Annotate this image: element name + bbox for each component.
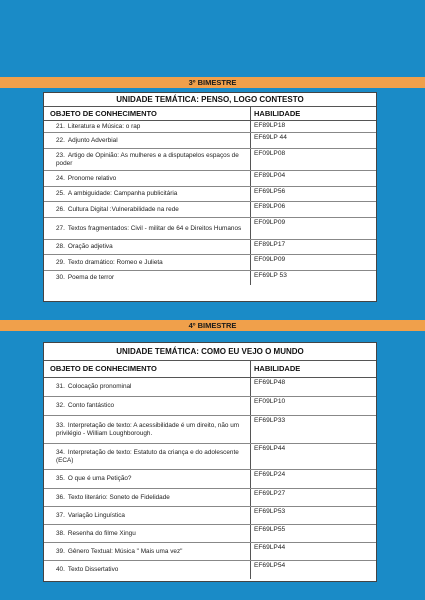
bimestre-band: 3º BIMESTRE bbox=[0, 77, 425, 88]
objeto-text: Colocação pronominal bbox=[67, 383, 132, 391]
col-habilidade-header: HABILIDADE bbox=[254, 109, 301, 118]
habilidade-cell: EF09LP10 bbox=[254, 398, 286, 405]
objeto-cell bbox=[44, 133, 251, 148]
objeto-text: Cultura Digital :Vulnerabilidade na rede bbox=[67, 205, 179, 213]
item-number: 36. bbox=[56, 493, 65, 501]
table-row bbox=[44, 525, 376, 543]
objeto-text: Textos fragmentados: Civil - militar de 64 e Direitos Humanos bbox=[67, 224, 242, 232]
table-row bbox=[44, 202, 376, 218]
item-number: 22. bbox=[56, 136, 65, 144]
item-number: 24. bbox=[56, 174, 65, 182]
table-row bbox=[44, 133, 376, 149]
objeto-cell bbox=[44, 525, 251, 542]
objeto-text: Texto Dissertativo bbox=[67, 566, 119, 574]
objeto-cell bbox=[44, 416, 251, 443]
objeto-cell bbox=[44, 378, 251, 396]
objeto-cell bbox=[44, 507, 251, 524]
objeto-text: Resenha do filme Xingu bbox=[67, 529, 136, 537]
habilidade-cell: EF69LP 53 bbox=[254, 272, 287, 279]
objeto-text: Poema de terror bbox=[67, 274, 115, 282]
table-header bbox=[44, 107, 376, 121]
objeto-cell bbox=[44, 444, 251, 469]
unit-title: UNIDADE TEMÁTICA: PENSO, LOGO CONTESTO bbox=[44, 93, 376, 107]
table-row bbox=[44, 489, 376, 507]
habilidade-cell: EF69LP33 bbox=[254, 417, 286, 424]
col-objeto-header: OBJETO DE CONHECIMENTO bbox=[44, 361, 251, 377]
objeto-text: Literatura e Música: o rap bbox=[67, 122, 141, 130]
habilidade-cell: EF89LP04 bbox=[254, 172, 286, 179]
habilidade-cell: EF69LP54 bbox=[254, 562, 286, 569]
col-habilidade-header: HABILIDADE bbox=[254, 364, 301, 373]
habilidade-cell: EF69LP44 bbox=[254, 445, 286, 452]
table-row bbox=[44, 543, 376, 561]
objeto-cell bbox=[44, 149, 251, 170]
item-number: 32. bbox=[56, 402, 65, 410]
item-number: 39. bbox=[56, 547, 65, 555]
objeto-cell bbox=[44, 489, 251, 506]
item-number: 34. bbox=[56, 449, 65, 457]
habilidade-cell: EF09LP09 bbox=[254, 256, 286, 263]
table-row bbox=[44, 378, 376, 397]
habilidade-cell: EF69LP27 bbox=[254, 490, 286, 497]
habilidade-cell: EF09LP09 bbox=[254, 219, 286, 226]
table-row bbox=[44, 171, 376, 187]
objeto-cell bbox=[44, 202, 251, 217]
table-row bbox=[44, 416, 376, 444]
table-row bbox=[44, 121, 376, 133]
objeto-text: Texto dramático: Romeo e Julieta bbox=[67, 258, 163, 266]
habilidade-cell: EF69LP44 bbox=[254, 544, 286, 551]
habilidade-cell: EF09LP08 bbox=[254, 150, 286, 157]
objeto-cell bbox=[44, 543, 251, 560]
objeto-text: Pronome relativo bbox=[67, 174, 117, 182]
objeto-text: Variação Linguística bbox=[67, 511, 125, 519]
objeto-cell bbox=[44, 561, 251, 579]
item-number: 38. bbox=[56, 529, 65, 537]
table-row bbox=[44, 507, 376, 525]
objeto-text: Texto literário: Soneto de Fidelidade bbox=[67, 493, 170, 501]
bimestre-table bbox=[43, 342, 377, 582]
item-number: 28. bbox=[56, 243, 65, 251]
bimestre-band: 4º BIMESTRE bbox=[0, 320, 425, 331]
habilidade-cell: EF69LP55 bbox=[254, 526, 286, 533]
item-number: 27. bbox=[56, 224, 65, 232]
habilidade-cell: EF89LP17 bbox=[254, 241, 286, 248]
objeto-cell bbox=[44, 397, 251, 415]
objeto-cell bbox=[44, 271, 251, 285]
habilidade-cell: EF69LP56 bbox=[254, 188, 286, 195]
objeto-cell bbox=[44, 255, 251, 270]
item-number: 29. bbox=[56, 258, 65, 266]
objeto-cell bbox=[44, 218, 251, 239]
objeto-cell bbox=[44, 187, 251, 201]
objeto-cell bbox=[44, 240, 251, 254]
item-number: 31. bbox=[56, 383, 65, 391]
habilidade-cell: EF69LP53 bbox=[254, 508, 286, 515]
objeto-cell bbox=[44, 470, 251, 488]
objeto-text: Adjunto Adverbial bbox=[67, 136, 118, 144]
table-row bbox=[44, 255, 376, 271]
bimestre-table bbox=[43, 92, 377, 302]
item-number: 33. bbox=[56, 422, 65, 430]
habilidade-cell: EF69LP48 bbox=[254, 379, 286, 386]
objeto-text: Gênero Textual: Música " Mais uma vez" bbox=[67, 547, 183, 555]
table-header bbox=[44, 361, 376, 378]
habilidade-cell: EF69LP24 bbox=[254, 471, 286, 478]
table-row bbox=[44, 240, 376, 255]
table-row bbox=[44, 397, 376, 416]
objeto-text: Conto fantástico bbox=[67, 402, 115, 410]
table-row bbox=[44, 187, 376, 202]
habilidade-cell: EF69LP 44 bbox=[254, 134, 287, 141]
objeto-cell bbox=[44, 121, 251, 132]
habilidade-cell: EF89LP06 bbox=[254, 203, 286, 210]
item-number: 37. bbox=[56, 511, 65, 519]
objeto-text: A ambiguidade: Campanha publicitária bbox=[67, 190, 178, 198]
item-number: 30. bbox=[56, 274, 65, 282]
objeto-text: Artigo de Opinião: As mulheres e a disputapelos espaços de poder bbox=[56, 152, 239, 167]
item-number: 35. bbox=[56, 475, 65, 483]
objeto-text: O que é uma Petição? bbox=[67, 475, 132, 483]
table-row bbox=[44, 561, 376, 579]
item-number: 40. bbox=[56, 566, 65, 574]
item-number: 21. bbox=[56, 122, 65, 130]
habilidade-cell: EF89LP18 bbox=[254, 122, 286, 129]
table-row bbox=[44, 149, 376, 171]
item-number: 25. bbox=[56, 190, 65, 198]
table-body bbox=[44, 378, 376, 579]
col-objeto-header: OBJETO DE CONHECIMENTO bbox=[44, 107, 251, 120]
objeto-text: Oração adjetiva bbox=[67, 243, 113, 251]
item-number: 26. bbox=[56, 205, 65, 213]
table-row bbox=[44, 444, 376, 470]
unit-title: UNIDADE TEMÁTICA: COMO EU VEJO O MUNDO bbox=[44, 343, 376, 361]
table-row bbox=[44, 470, 376, 489]
objeto-text: Interpretação de texto: A acessibilidade é um direito, não um privilégio - William Loughborough. bbox=[56, 422, 240, 437]
objeto-cell bbox=[44, 171, 251, 186]
table-row bbox=[44, 271, 376, 285]
objeto-text: Interpretação de texto: Estatuto da criança e do adolescente (ECA) bbox=[56, 449, 239, 464]
table-body bbox=[44, 121, 376, 285]
table-row bbox=[44, 218, 376, 240]
item-number: 23. bbox=[56, 152, 65, 160]
